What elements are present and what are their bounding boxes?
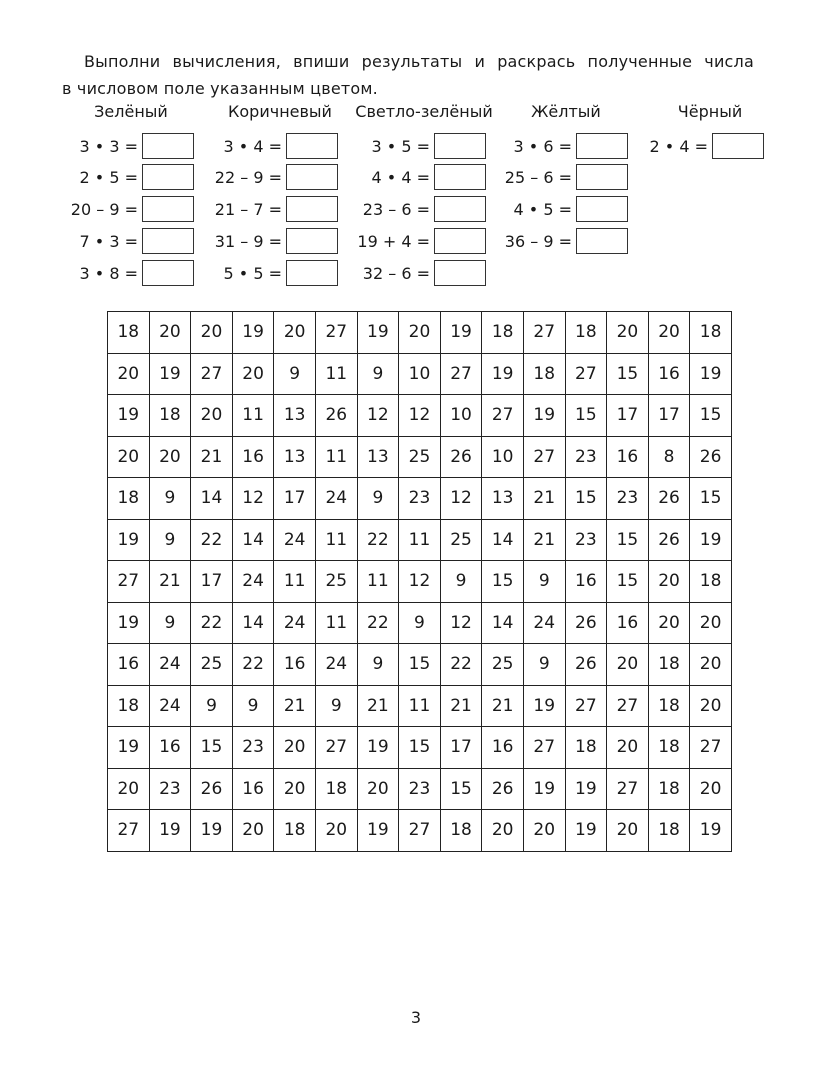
grid-cell[interactable]: 24 [274,602,316,644]
grid-cell[interactable]: 27 [191,353,233,395]
grid-row [108,768,732,810]
exercise-expression: 7 • 3 = [79,231,138,251]
grid-cell[interactable]: 19 [108,395,150,437]
grid-cell[interactable]: 19 [565,768,607,810]
grid-cell[interactable]: 24 [274,519,316,561]
answer-box[interactable] [286,228,338,254]
grid-cell[interactable]: 27 [523,312,565,354]
grid-cell[interactable]: 19 [482,353,524,395]
answer-box[interactable] [576,196,628,222]
grid-cell[interactable]: 11 [399,519,441,561]
grid-cell[interactable]: 20 [149,436,191,478]
grid-cell[interactable]: 19 [357,727,399,769]
grid-cell[interactable]: 20 [274,312,316,354]
grid-cell[interactable]: 11 [315,602,357,644]
grid-cell[interactable]: 19 [523,395,565,437]
grid-cell[interactable]: 21 [357,685,399,727]
grid-cell[interactable]: 21 [482,685,524,727]
grid-cell[interactable]: 18 [648,644,690,686]
exercise [488,133,628,159]
grid-cell[interactable]: 18 [565,727,607,769]
exercise [198,228,338,254]
answer-box[interactable] [286,260,338,286]
answer-box[interactable] [142,228,194,254]
grid-cell[interactable]: 18 [315,768,357,810]
grid-cell[interactable]: 14 [482,519,524,561]
grid-cell[interactable]: 27 [523,436,565,478]
answer-box[interactable] [286,133,338,159]
grid-cell[interactable]: 19 [108,519,150,561]
grid-cell[interactable]: 22 [191,602,233,644]
grid-cell[interactable]: 20 [607,312,649,354]
color-label-3: Жёлтый [531,102,601,121]
grid-cell[interactable]: 20 [482,810,524,852]
exercise [198,133,338,159]
exercise [54,164,194,190]
answer-box[interactable] [434,133,486,159]
grid-cell[interactable]: 26 [690,436,732,478]
page-number: 3 [410,1008,422,1027]
grid-row [108,478,732,520]
exercise-expression: 5 • 5 = [223,263,282,283]
grid-cell[interactable]: 9 [149,478,191,520]
grid-cell[interactable]: 16 [274,644,316,686]
grid-cell[interactable]: 12 [357,395,399,437]
grid-cell[interactable]: 27 [440,353,482,395]
grid-cell[interactable]: 10 [440,395,482,437]
grid-cell[interactable]: 19 [690,519,732,561]
grid-cell[interactable]: 20 [315,810,357,852]
grid-cell[interactable]: 17 [191,561,233,603]
grid-cell[interactable]: 27 [399,810,441,852]
grid-cell[interactable]: 21 [523,519,565,561]
grid-row [108,561,732,603]
exercise-expression: 31 – 9 = [214,231,282,251]
grid-cell[interactable]: 19 [149,810,191,852]
grid-cell[interactable]: 25 [191,644,233,686]
answer-box[interactable] [434,196,486,222]
grid-row [108,685,732,727]
exercise [488,228,628,254]
grid-cell[interactable]: 11 [315,353,357,395]
grid-row [108,727,732,769]
exercise-expression: 20 – 9 = [70,199,138,219]
color-label-2: Светло-зелёный [355,102,493,121]
answer-box[interactable] [434,164,486,190]
grid-cell[interactable]: 12 [399,395,441,437]
grid-cell[interactable]: 20 [648,602,690,644]
grid-cell[interactable]: 22 [357,519,399,561]
grid-cell[interactable]: 17 [607,395,649,437]
grid-cell[interactable]: 24 [149,685,191,727]
grid-cell[interactable]: 16 [607,602,649,644]
grid-cell[interactable]: 17 [274,478,316,520]
grid-cell[interactable]: 16 [482,727,524,769]
grid-cell[interactable]: 9 [440,561,482,603]
grid-cell[interactable]: 27 [565,353,607,395]
grid-cell[interactable]: 20 [274,727,316,769]
grid-cell[interactable]: 20 [232,810,274,852]
grid-cell[interactable]: 19 [149,353,191,395]
grid-cell[interactable]: 9 [149,519,191,561]
exercise-expression: 2 • 5 = [79,167,138,187]
instruction-line-1: Выполни вычисления, впиши результаты и раскрась полученные числа [84,52,754,71]
exercise-expression: 3 • 3 = [79,136,138,156]
exercise-expression: 22 – 9 = [214,167,282,187]
grid-row [108,312,732,354]
grid-cell[interactable]: 20 [690,644,732,686]
grid-cell[interactable]: 27 [565,685,607,727]
grid-cell[interactable]: 20 [149,312,191,354]
grid-cell[interactable]: 24 [232,561,274,603]
grid-cell[interactable]: 9 [357,478,399,520]
grid-cell[interactable]: 18 [648,685,690,727]
exercise [54,228,194,254]
grid-cell[interactable]: 24 [315,478,357,520]
grid-cell[interactable]: 11 [357,561,399,603]
grid-cell[interactable]: 12 [399,561,441,603]
grid-cell[interactable]: 11 [315,436,357,478]
grid-cell[interactable]: 25 [399,436,441,478]
grid-cell[interactable]: 18 [108,478,150,520]
exercise [198,164,338,190]
grid-cell[interactable]: 16 [565,561,607,603]
grid-cell[interactable]: 18 [690,561,732,603]
grid-cell[interactable]: 23 [399,768,441,810]
grid-cell[interactable]: 17 [440,727,482,769]
grid-cell[interactable]: 27 [315,727,357,769]
exercise-expression: 19 + 4 = [357,231,430,251]
grid-cell[interactable]: 24 [315,644,357,686]
grid-cell[interactable]: 27 [315,312,357,354]
grid-cell[interactable]: 27 [482,395,524,437]
exercise [488,164,628,190]
exercise [488,196,628,222]
grid-cell[interactable]: 15 [690,478,732,520]
grid-cell[interactable]: 15 [565,478,607,520]
number-field [107,311,732,852]
grid-cell[interactable]: 20 [399,312,441,354]
exercise-expression: 36 – 9 = [504,231,572,251]
grid-cell[interactable]: 21 [523,478,565,520]
grid-cell[interactable]: 9 [523,644,565,686]
grid-cell[interactable]: 20 [357,768,399,810]
answer-box[interactable] [142,164,194,190]
grid-cell[interactable]: 20 [690,685,732,727]
grid-cell[interactable]: 15 [399,644,441,686]
grid-cell[interactable]: 14 [232,602,274,644]
grid-cell[interactable]: 26 [482,768,524,810]
grid-cell[interactable]: 19 [357,810,399,852]
grid-cell[interactable]: 11 [315,519,357,561]
exercise [54,196,194,222]
grid-cell[interactable]: 18 [440,810,482,852]
grid-cell[interactable]: 25 [482,644,524,686]
grid-cell[interactable]: 26 [648,519,690,561]
grid-cell[interactable]: 16 [232,436,274,478]
grid-cell[interactable]: 11 [274,561,316,603]
answer-box[interactable] [434,228,486,254]
grid-cell[interactable]: 15 [607,519,649,561]
answer-box[interactable] [286,164,338,190]
grid-cell[interactable]: 18 [108,685,150,727]
grid-cell[interactable]: 13 [274,436,316,478]
grid-cell[interactable]: 22 [357,602,399,644]
grid-cell[interactable]: 18 [482,312,524,354]
color-label-4: Чёрный [677,102,743,121]
grid-cell[interactable]: 19 [440,312,482,354]
grid-cell[interactable]: 16 [108,644,150,686]
grid-row [108,810,732,852]
grid-cell[interactable]: 14 [232,519,274,561]
exercise [346,133,486,159]
grid-cell[interactable]: 23 [607,478,649,520]
grid-cell[interactable]: 18 [108,312,150,354]
grid-cell[interactable]: 13 [482,478,524,520]
grid-cell[interactable]: 12 [232,478,274,520]
exercise-expression: 4 • 4 = [371,167,430,187]
grid-cell[interactable]: 19 [523,768,565,810]
grid-cell[interactable]: 20 [607,727,649,769]
grid-cell[interactable]: 27 [607,685,649,727]
grid-cell[interactable]: 20 [648,561,690,603]
grid-cell[interactable]: 18 [565,312,607,354]
exercise-expression: 23 – 6 = [362,199,430,219]
answer-box[interactable] [286,196,338,222]
grid-cell[interactable]: 9 [523,561,565,603]
grid-cell[interactable]: 23 [232,727,274,769]
grid-cell[interactable]: 25 [440,519,482,561]
grid-cell[interactable]: 27 [607,768,649,810]
grid-cell[interactable]: 15 [191,727,233,769]
grid-cell[interactable]: 23 [399,478,441,520]
grid-cell[interactable]: 21 [274,685,316,727]
grid-cell[interactable]: 20 [690,768,732,810]
grid-cell[interactable]: 11 [232,395,274,437]
grid-cell[interactable]: 26 [565,602,607,644]
exercise-expression: 4 • 5 = [513,199,572,219]
grid-cell[interactable]: 20 [191,395,233,437]
grid-cell[interactable]: 26 [315,395,357,437]
exercise-expression: 3 • 8 = [79,263,138,283]
grid-row [108,519,732,561]
grid-cell[interactable]: 9 [357,644,399,686]
grid-cell[interactable]: 26 [440,436,482,478]
grid-cell[interactable]: 20 [274,768,316,810]
grid-cell[interactable]: 15 [565,395,607,437]
grid-cell[interactable]: 13 [274,395,316,437]
color-label-1: Коричневый [228,102,332,121]
grid-cell[interactable]: 15 [607,353,649,395]
grid-cell[interactable]: 26 [648,478,690,520]
answer-box[interactable] [142,260,194,286]
grid-row [108,644,732,686]
grid-cell[interactable]: 18 [690,312,732,354]
grid-cell[interactable]: 20 [648,312,690,354]
grid-cell[interactable]: 21 [191,436,233,478]
grid-cell[interactable]: 15 [482,561,524,603]
grid-cell[interactable]: 20 [607,810,649,852]
grid-cell[interactable]: 19 [357,312,399,354]
grid-cell[interactable]: 11 [399,685,441,727]
exercise [346,228,486,254]
grid-cell[interactable]: 9 [274,353,316,395]
grid-cell[interactable]: 15 [690,395,732,437]
grid-cell[interactable]: 27 [108,561,150,603]
grid-cell[interactable]: 12 [440,602,482,644]
grid-cell[interactable]: 23 [149,768,191,810]
grid-cell[interactable]: 20 [108,768,150,810]
answer-box[interactable] [142,196,194,222]
grid-cell[interactable]: 27 [108,810,150,852]
grid-cell[interactable]: 20 [108,353,150,395]
answer-box[interactable] [142,133,194,159]
grid-cell[interactable]: 27 [523,727,565,769]
grid-cell[interactable]: 24 [523,602,565,644]
grid-cell[interactable]: 13 [357,436,399,478]
exercise-expression: 3 • 4 = [223,136,282,156]
grid-row [108,602,732,644]
grid-cell[interactable]: 8 [648,436,690,478]
grid-cell[interactable]: 10 [399,353,441,395]
grid-cell[interactable]: 21 [149,561,191,603]
grid-row [108,436,732,478]
grid-cell[interactable]: 19 [232,312,274,354]
grid-cell[interactable]: 18 [149,395,191,437]
grid-cell[interactable]: 18 [523,353,565,395]
answer-box[interactable] [576,164,628,190]
grid-cell[interactable]: 26 [565,644,607,686]
grid-cell[interactable]: 16 [232,768,274,810]
grid-cell[interactable]: 15 [607,561,649,603]
grid-cell[interactable]: 9 [191,685,233,727]
grid-cell[interactable]: 18 [648,768,690,810]
grid-cell[interactable]: 14 [482,602,524,644]
grid-cell[interactable]: 19 [690,810,732,852]
grid-cell[interactable]: 19 [565,810,607,852]
grid-cell[interactable]: 24 [149,644,191,686]
exercise-expression: 25 – 6 = [504,167,572,187]
grid-cell[interactable]: 9 [357,353,399,395]
answer-box[interactable] [434,260,486,286]
grid-cell[interactable]: 27 [690,727,732,769]
grid-cell[interactable]: 9 [315,685,357,727]
grid-cell[interactable]: 26 [191,768,233,810]
exercise [346,196,486,222]
grid-cell[interactable]: 19 [108,602,150,644]
grid-cell[interactable]: 19 [108,727,150,769]
answer-box[interactable] [576,133,628,159]
grid-cell[interactable]: 10 [482,436,524,478]
grid-cell[interactable]: 20 [607,644,649,686]
grid-cell[interactable]: 19 [690,353,732,395]
grid-cell[interactable]: 23 [565,436,607,478]
grid-cell[interactable]: 20 [191,312,233,354]
exercise [198,260,338,286]
exercise-columns [0,0,832,300]
answer-box[interactable] [712,133,764,159]
exercise [624,133,764,159]
grid-cell[interactable]: 9 [399,602,441,644]
grid-cell[interactable]: 18 [274,810,316,852]
grid-cell[interactable]: 17 [648,395,690,437]
grid-cell[interactable]: 20 [690,602,732,644]
grid-cell[interactable]: 19 [191,810,233,852]
grid-cell[interactable]: 15 [440,768,482,810]
exercise [346,260,486,286]
exercise [346,164,486,190]
grid-cell[interactable]: 18 [648,727,690,769]
grid-cell[interactable]: 12 [440,478,482,520]
grid-cell[interactable]: 22 [191,519,233,561]
grid-cell[interactable]: 20 [232,353,274,395]
instruction-line-2: в числовом поле указанным цветом. [62,79,378,98]
exercise-expression: 2 • 4 = [649,136,708,156]
grid-cell[interactable]: 18 [648,810,690,852]
grid-cell[interactable]: 23 [565,519,607,561]
grid-cell[interactable]: 14 [191,478,233,520]
exercise [198,196,338,222]
exercise-expression: 3 • 6 = [513,136,572,156]
exercise-expression: 21 – 7 = [214,199,282,219]
grid-cell[interactable]: 22 [232,644,274,686]
grid-cell[interactable]: 21 [440,685,482,727]
grid-cell[interactable]: 20 [108,436,150,478]
grid-cell[interactable]: 20 [523,810,565,852]
exercise [54,133,194,159]
grid-cell[interactable]: 16 [149,727,191,769]
grid-cell[interactable]: 25 [315,561,357,603]
grid-cell[interactable]: 22 [440,644,482,686]
grid-cell[interactable]: 9 [232,685,274,727]
answer-box[interactable] [576,228,628,254]
grid-cell[interactable]: 15 [399,727,441,769]
exercise-expression: 3 • 5 = [371,136,430,156]
grid-cell[interactable]: 16 [648,353,690,395]
grid-row [108,353,732,395]
grid-cell[interactable]: 9 [149,602,191,644]
color-label-0: Зелёный [94,102,168,121]
grid-cell[interactable]: 19 [523,685,565,727]
grid-cell[interactable]: 16 [607,436,649,478]
exercise-expression: 32 – 6 = [362,263,430,283]
exercise [54,260,194,286]
grid-row [108,395,732,437]
